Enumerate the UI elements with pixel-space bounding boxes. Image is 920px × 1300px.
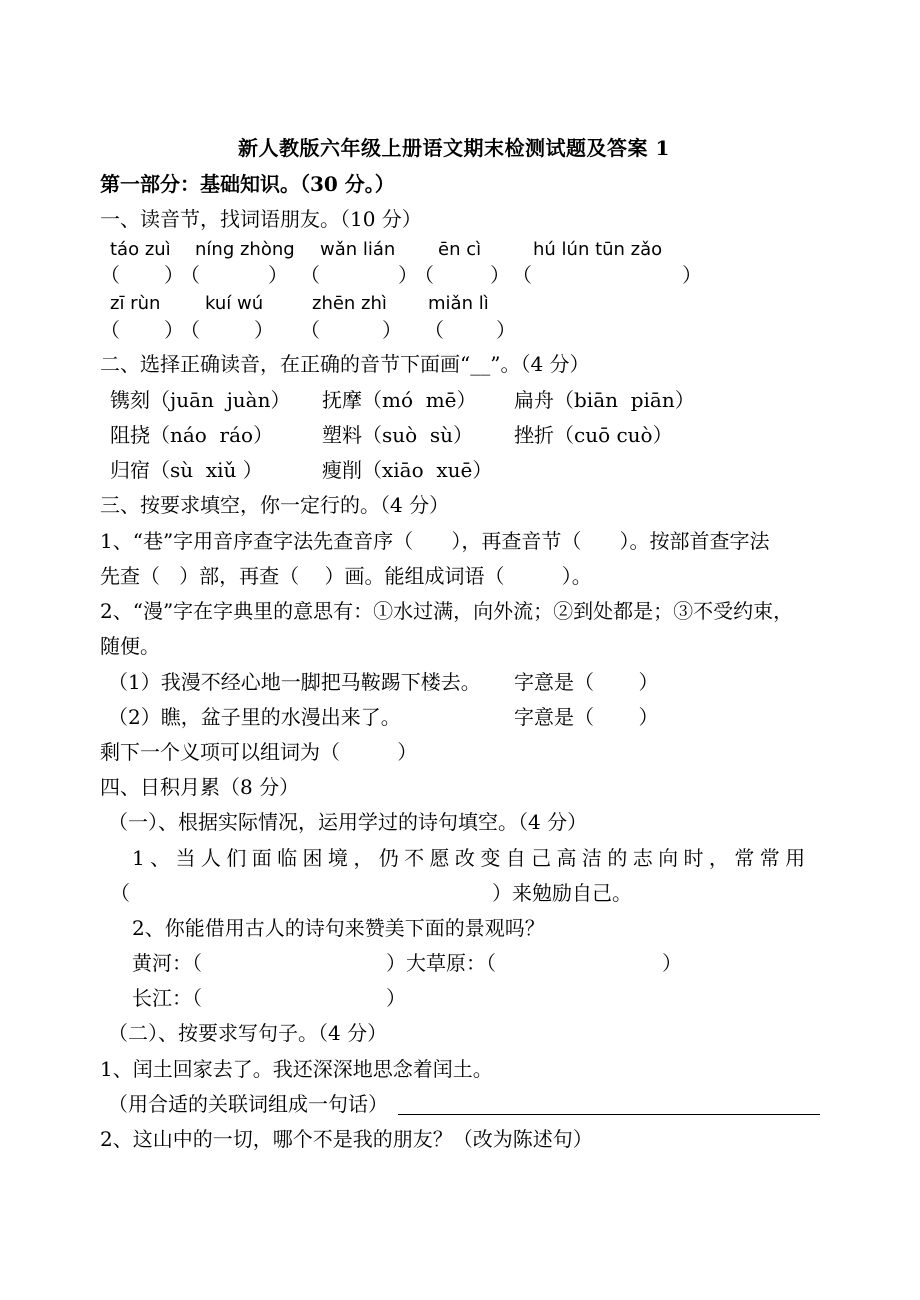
q2-item: 归宿（sù xiǔ ） [110,458,263,482]
answer-blank[interactable]: （ ） [414,263,510,287]
q2-item: 抚摩（mó mē） [322,388,477,412]
pinyin-4: ēn cì [438,239,482,260]
q2-item: 扁舟（biān piān） [514,388,695,412]
q2-heading: 二、选择正确读音，在正确的音节下面画“__”。（4 分） [100,352,590,376]
page-title: 新人教版六年级上册语文期末检测试题及答案 1 [238,136,670,160]
pinyin-1: táo zuì [110,239,171,260]
q4-poem-q1: 1、当人们面临困境，仍不愿改变自己高洁的志向时，常常用 [132,846,811,870]
answer-blank[interactable]: （ ） [180,318,274,342]
huanghe-label[interactable]: 黄河：（ [132,951,202,975]
q4-part1-heading: （一）、根据实际情况，运用学过的诗句填空。（4 分） [108,810,588,834]
q3-sub: （2）瞧，盆子里的水漫出来了。 [108,705,401,729]
pinyin-7: kuí wú [205,293,264,314]
pinyin-6: zī rùn [110,293,161,314]
q3-line: 1、“巷”字用音序查字法先查音序（ ），再查音节（ ）。按部首查字法 [100,529,770,553]
q3-sub-blank[interactable]: 字意是（ ） [514,670,659,694]
answer-blank[interactable]: （ ） [100,318,184,342]
q3-line: 剩下一个义项可以组词为（ ） [100,740,418,764]
q4-sentence-2: 2、这山中的一切，哪个不是我的朋友？（改为陈述句） [100,1127,593,1151]
answer-line[interactable] [398,1114,820,1115]
caoyuan-label[interactable]: ）大草原：（ [386,951,496,975]
changjiang-close: ） [386,986,406,1010]
q4-poem-blank-open[interactable]: （ [110,881,130,905]
answer-blank[interactable]: （ ） [424,318,516,342]
pinyin-2: níng zhòng [195,239,295,260]
q4-sentence-1: 1、闰土回家去了。我还深深地思念着闰土。 [100,1057,493,1081]
q3-line: 随便。 [100,634,160,658]
q2-item: 镌刻（juān juàn） [110,388,291,412]
q4-poem-q2: 2、你能借用古人的诗句来赞美下面的景观吗？ [132,916,545,940]
part1-heading: 第一部分：基础知识。（30 分。） [100,172,395,196]
caoyuan-close: ） [662,951,682,975]
q1-heading: 一、读音节，找词语朋友。（10 分） [100,207,422,231]
answer-blank[interactable]: （ ） [180,263,288,287]
q4-sentence-1-instruction: （用合适的关联词组成一句话） [108,1092,388,1116]
q4-part2-heading: （二）、按要求写句子。（4 分） [108,1021,388,1045]
answer-blank[interactable]: （ ） [512,263,702,287]
answer-blank[interactable]: （ ） [300,263,418,287]
answer-blank[interactable]: （ ） [300,318,402,342]
q3-line: 先查（ ）部，再查（ ）画。能组成词语（ ）。 [100,564,592,588]
q3-heading: 三、按要求填空，你一定行的。（4 分） [100,493,450,517]
q2-item: 阻挠（náo ráo） [110,423,274,447]
pinyin-8: zhēn zhì [312,293,387,314]
q2-item: 挫折（cuō cuò） [514,423,673,447]
answer-blank[interactable]: （ ） [100,263,184,287]
q2-item: 瘦削（xiāo xuē） [322,458,493,482]
changjiang-label[interactable]: 长江：（ [132,986,202,1010]
q3-sub-blank[interactable]: 字意是（ ） [514,705,659,729]
pinyin-5: hú lún tūn zǎo [533,239,663,260]
pinyin-9: miǎn lì [428,293,489,314]
q3-line: 2、“漫”字在字典里的意思有：①水过满，向外流；②到处都是；③不受约束， [100,599,794,623]
q4-poem-blank-close: ）来勉励自己。 [492,881,632,905]
q2-item: 塑料（suò sù） [322,423,474,447]
q3-sub: （1）我漫不经心地一脚把马鞍踢下楼去。 [108,670,481,694]
pinyin-3: wǎn lián [320,239,396,260]
q4-heading: 四、日积月累（8 分） [100,775,300,799]
